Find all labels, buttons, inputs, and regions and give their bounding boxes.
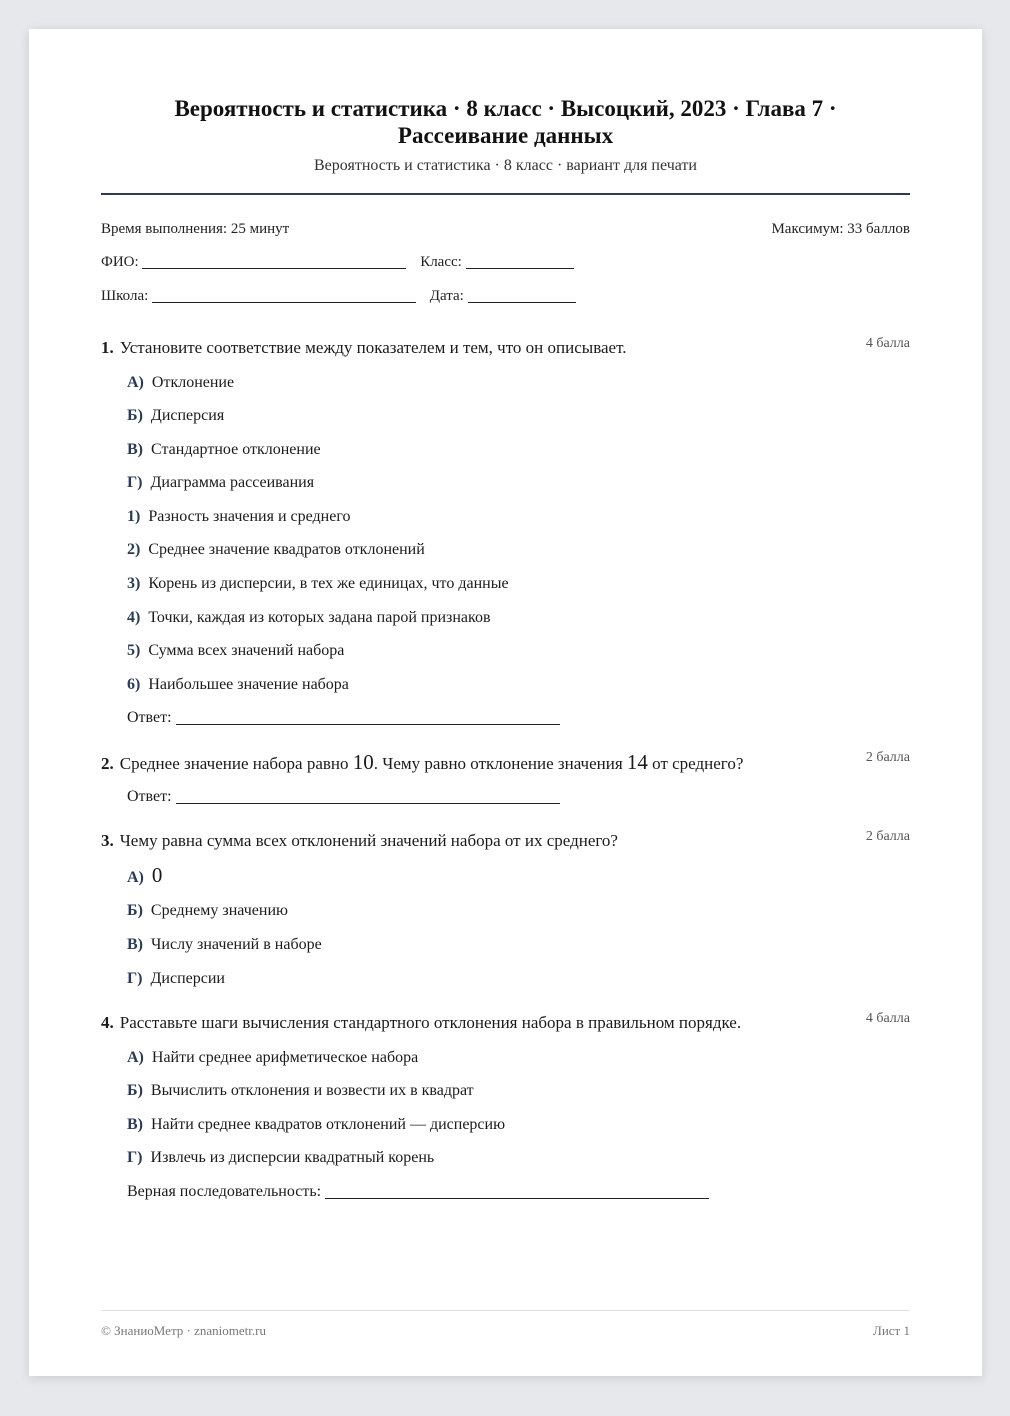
option-item — [127, 540, 425, 560]
question-1-head — [101, 337, 910, 359]
answer-label: Ответ: — [127, 788, 172, 805]
title-line-2: Рассеивание данных — [397, 123, 614, 148]
page-title — [101, 95, 910, 149]
option-text: Дисперсии — [150, 970, 225, 987]
option-letter: 1) — [127, 508, 141, 525]
time-limit: Время выполнения: 25 минут — [101, 221, 290, 237]
option-text: Наибольшее значение набора — [148, 676, 349, 693]
header-divider — [101, 193, 910, 195]
option-text: Точки, каждая из которых задана парой признаков — [148, 609, 491, 626]
question-3 — [101, 829, 910, 987]
answer-row — [127, 709, 560, 727]
class-field[interactable] — [466, 254, 574, 269]
school-field[interactable] — [152, 288, 416, 303]
option-text: Разность значения и среднего — [148, 508, 351, 525]
option-letter: 6) — [127, 676, 141, 693]
question-points: 4 балла — [865, 1011, 910, 1026]
question-text: Чему равна сумма всех отклонений значений набора от их среднего? — [119, 831, 618, 850]
page-number: Лист 1 — [873, 1323, 910, 1338]
option-letter: А) — [127, 374, 144, 391]
math-value: 10 — [352, 750, 374, 774]
question-3-head — [101, 830, 910, 852]
fio-label: ФИО: — [101, 254, 139, 270]
option-item — [127, 935, 322, 955]
question-2 — [101, 750, 910, 805]
question-text: Расставьте шаги вычисления стандартного отклонения набора в правильном порядке. — [119, 1013, 742, 1032]
option-item — [127, 901, 288, 921]
fio-field[interactable] — [142, 254, 406, 269]
meta-row-time — [101, 221, 910, 238]
question-number: 4. — [101, 1013, 114, 1032]
option-letter: А) — [127, 869, 144, 886]
option-letter: В) — [127, 441, 143, 458]
meta-row-school — [101, 288, 910, 305]
option-item — [127, 440, 321, 460]
question-2-head — [101, 751, 910, 775]
page-footer — [101, 1323, 910, 1339]
option-letter: Б) — [127, 407, 143, 424]
page-content — [101, 29, 910, 1376]
option-text: Корень из дисперсии, в тех же единицах, что данные — [148, 575, 509, 592]
option-item — [127, 406, 224, 426]
option-letter: Г) — [127, 1149, 143, 1166]
option-letter: Г) — [127, 970, 143, 987]
option-letter: Б) — [127, 1082, 143, 1099]
option-text: Отклонение — [151, 374, 235, 391]
answer-field[interactable] — [325, 1184, 709, 1199]
option-text: Среднее значение квадратов отклонений — [148, 541, 425, 558]
question-4 — [101, 1011, 910, 1200]
option-letter: 4) — [127, 609, 141, 626]
option-item — [127, 608, 491, 628]
option-letter: 5) — [127, 642, 141, 659]
question-text-part: от среднего? — [647, 754, 744, 773]
option-text: Дисперсия — [150, 407, 225, 424]
answer-label: Верная последовательность: — [127, 1183, 322, 1200]
question-points: 4 балла — [865, 336, 910, 351]
footer-copyright: © ЗнаниоМетр · znaniometr.ru — [101, 1323, 266, 1338]
option-text: Среднему значению — [150, 902, 288, 919]
option-letter: В) — [127, 1116, 143, 1133]
question-1 — [101, 336, 910, 726]
option-item — [127, 473, 314, 493]
answer-field[interactable] — [176, 710, 560, 725]
answer-label: Ответ: — [127, 709, 172, 726]
class-label: Класс: — [420, 254, 462, 270]
option-text: 0 — [151, 863, 163, 887]
question-number: 2. — [101, 754, 114, 773]
option-item — [127, 675, 349, 695]
question-text-part: . Чему равно отклонение значения — [373, 754, 627, 773]
option-item — [127, 969, 225, 989]
answer-row — [127, 788, 560, 806]
footer-divider — [101, 1310, 910, 1311]
answer-field[interactable] — [176, 789, 560, 804]
option-item — [127, 507, 351, 527]
option-text: Найти среднее арифметическое набора — [151, 1049, 419, 1066]
option-item — [127, 1148, 434, 1168]
option-item — [127, 574, 509, 594]
school-label: Школа: — [101, 288, 149, 304]
worksheet-page — [29, 29, 982, 1376]
option-item — [127, 1048, 418, 1068]
question-text-part: Среднее значение набора равно — [119, 754, 353, 773]
option-letter: Г) — [127, 474, 143, 491]
option-text: Диаграмма рассеивания — [150, 474, 315, 491]
option-text: Вычислить отклонения и возвести их в квадрат — [150, 1082, 474, 1099]
option-text: Сумма всех значений набора — [148, 642, 345, 659]
title-line-1: Вероятность и статистика · 8 класс · Высоцкий, 2023 · Глава 7 · — [174, 96, 837, 121]
option-item — [127, 1115, 505, 1135]
option-text: Найти среднее квадратов отклонений — дисперсию — [151, 1116, 506, 1133]
meta-row-fio — [101, 254, 910, 271]
question-points: 2 балла — [865, 829, 910, 844]
option-text: Извлечь из дисперсии квадратный корень — [150, 1149, 435, 1166]
option-item — [127, 865, 162, 888]
question-text: Установите соответствие между показателем и тем, что он описывает. — [119, 338, 627, 357]
option-letter: 2) — [127, 541, 141, 558]
option-item — [127, 641, 344, 661]
date-label: Дата: — [429, 288, 464, 304]
option-letter: 3) — [127, 575, 141, 592]
option-text: Стандартное отклонение — [151, 441, 321, 458]
answer-row — [127, 1183, 709, 1201]
option-item — [127, 1081, 474, 1101]
question-4-head — [101, 1012, 910, 1034]
option-text: Числу значений в наборе — [151, 936, 322, 953]
question-number: 3. — [101, 831, 114, 850]
option-item — [127, 373, 234, 393]
page-subtitle: Вероятность и статистика · 8 класс · вариант для печати — [314, 157, 697, 174]
question-points: 2 балла — [865, 750, 910, 765]
option-letter: А) — [127, 1049, 144, 1066]
option-letter: В) — [127, 936, 143, 953]
math-value: 14 — [626, 750, 648, 774]
option-letter: Б) — [127, 902, 143, 919]
question-number: 1. — [101, 338, 114, 357]
max-score: Максимум: 33 баллов — [771, 221, 910, 237]
date-field[interactable] — [468, 288, 576, 303]
